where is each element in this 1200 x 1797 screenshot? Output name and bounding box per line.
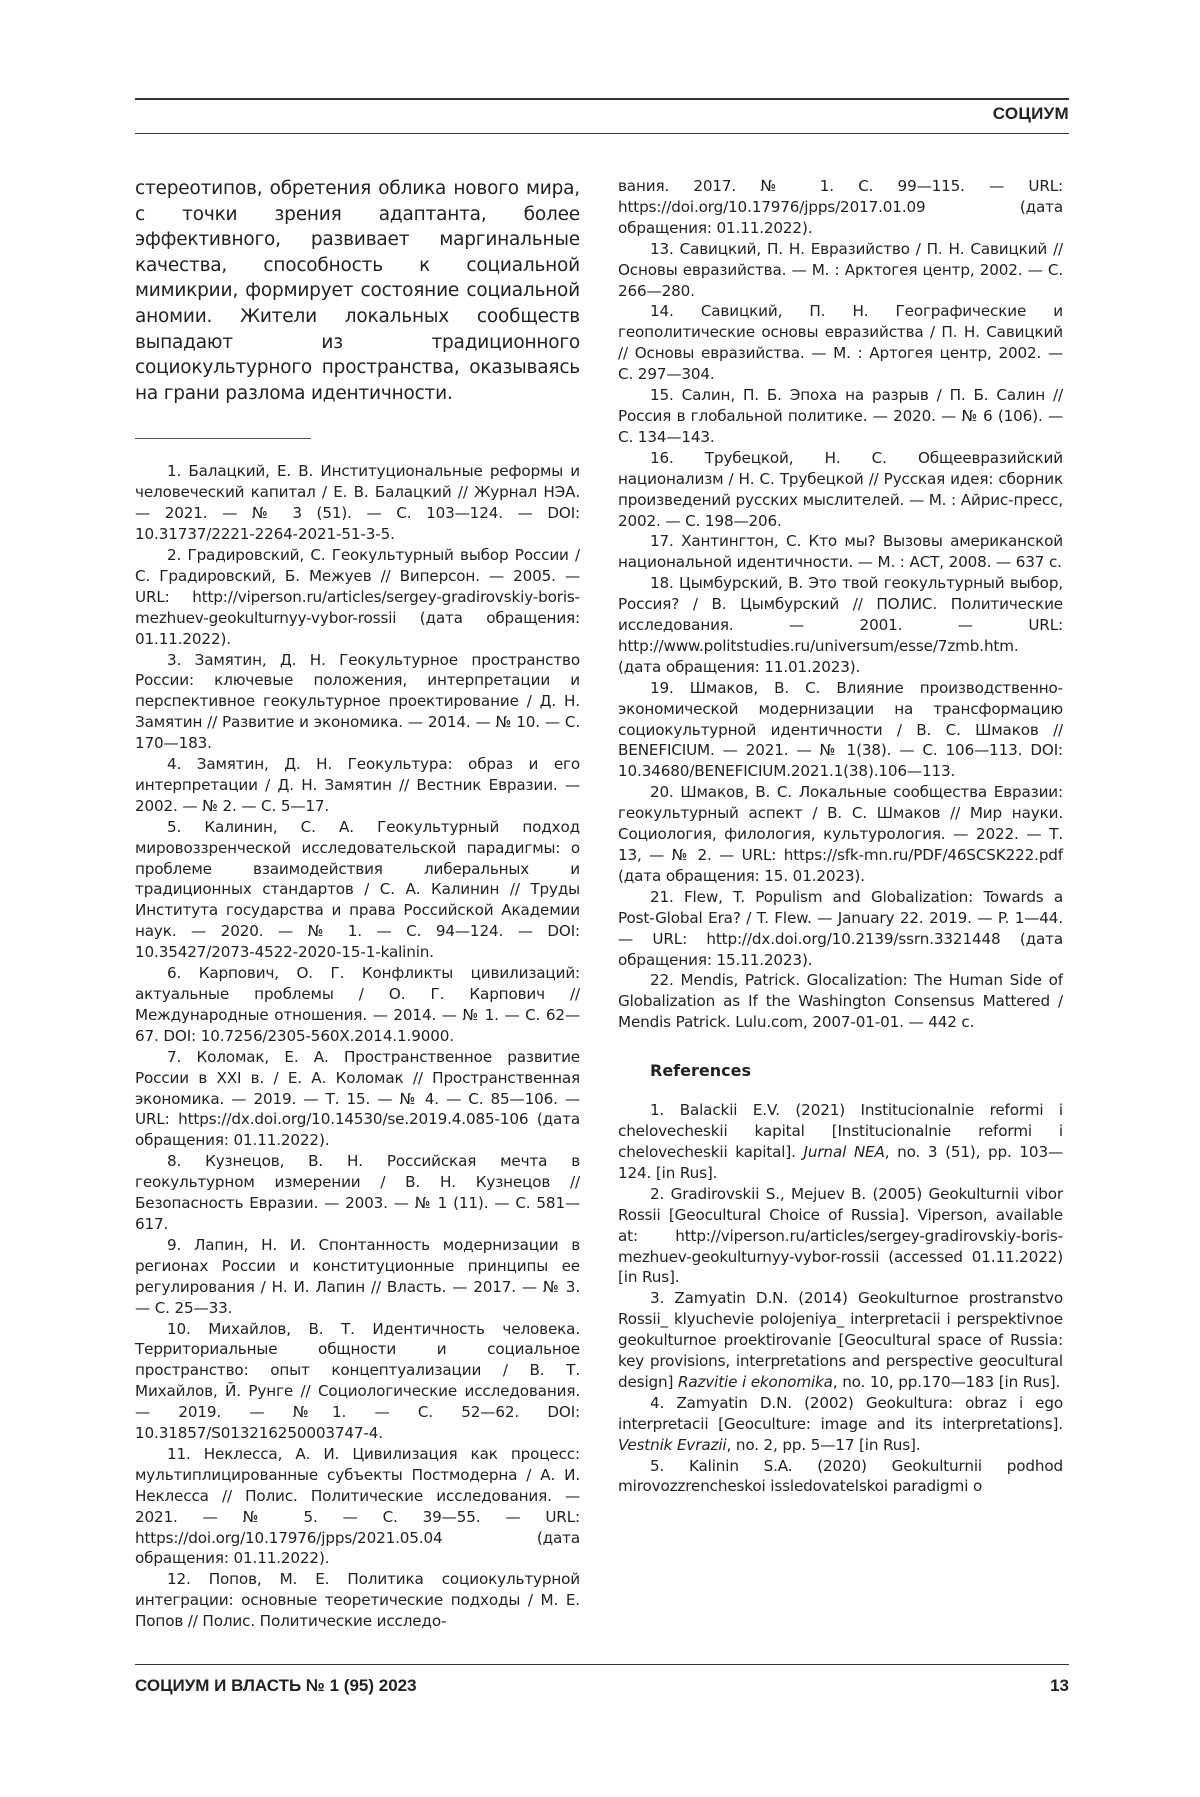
reference-item: 6. Карпович, О. Г. Конфликты цивилизаций: актуальные проблемы / О. Г. Карпович // Международные отношения. — 2014. — № 1. — С. 62—67. DOI: 10.7256/2305-560X.2014.1.9000. — [135, 963, 580, 1047]
reference-item: 18. Цымбурский, В. Это твой геокультурный выбор, Россия? / В. Цымбурский // ПОЛИС. Политические исследования. — 2001. — URL: http://www.politstudies.ru/universum/esse/7zmb.htm. (дата обращения: 11.01.2023). — [618, 573, 1063, 678]
header-rule-bottom — [135, 133, 1069, 134]
reference-item: 20. Шмаков, В. С. Локальные сообщества Евразии: геокультурный аспект / В. С. Шмаков // Мир науки. Социология, филология, культурология. — 2022. — Т. 13, — № 2. — URL: https://sfk-mn.ru/PDF/46SCSK222.pdf (дата обращения: 15. 01.2023). — [618, 782, 1063, 887]
reference-item: 17. Хантингтон, С. Кто мы? Вызовы американской национальной идентичности. — М. : АСТ, 2008. — 637 с. — [618, 531, 1063, 573]
reference-item: 1. Балацкий, Е. В. Институциональные реформы и человеческий капитал / Е. В. Балацкий // Журнал НЭА. — 2021. — № 3 (51). — С. 103—124. — DOI: 10.31737/2221-2264-2021-51-3-5. — [135, 461, 580, 545]
reference-item: 16. Трубецкой, Н. С. Общеевразийский национализм / Н. С. Трубецкой // Русская идея: сборник произведений русских мыслителей. — М. : Айрис-пресс, 2002. — С. 198—206. — [618, 448, 1063, 532]
reference-item: 8. Кузнецов, В. Н. Российская мечта в геокультурном измерении / В. Н. Кузнецов // Безопасность Евразии. — 2003. — № 1 (11). — С. 581—617. — [135, 1151, 580, 1235]
reference-item: 7. Коломак, Е. А. Пространственное развитие России в XXI в. / Е. А. Коломак // Пространственная экономика. — 2019. — Т. 15. — № 4. — С. 85—106. — URL: https://dx.doi.org/10.14530/se.2019.4.085-106 (дата обращения: 01.11.2022). — [135, 1047, 580, 1152]
page-number: 13 — [1050, 1676, 1069, 1696]
body-paragraph: стереотипов, обретения облика нового мира, с точки зрения адаптанта, более эффективного, развивает маргинальные качества, способность к социальной мимикрии, формирует состояние социальной аномии. Жители локальных сообществ выпадают из традиционного социокультурного пространства, оказываясь на грани разлома идентичности. — [135, 176, 580, 406]
reference-item: 12. Попов, М. Е. Политика социокультурной интеграции: основные теоретические подходы / М. Е. Попов // Полис. Политические исследо- — [135, 1569, 580, 1632]
reference-en-item: 3. Zamyatin D.N. (2014) Geokulturnoe prostranstvo Rossii_ klyuchevie polojeniya_ interpretacii i perspektivnoe geokulturnoe proektirovanie [Geocultural space of Russia: key provisions, interpretations and perspective geocultural design] Razvitie i ekonomika, no. 10, pp.170—183 [in Rus]. — [618, 1288, 1063, 1393]
left-column — [135, 176, 580, 1632]
journal-footer: СОЦИУМ И ВЛАСТЬ № 1 (95) 2023 — [135, 1676, 417, 1696]
reference-item: 15. Салин, П. Б. Эпоха на разрыв / П. Б. Салин // Россия в глобальной политике. — 2020. — № 6 (106). — С. 134—143. — [618, 385, 1063, 448]
right-column — [618, 176, 1063, 1497]
reference-item: 22. Mendis, Patrick. Glocalization: The Human Side of Globalization as If the Washington Consensus Mattered / Mendis Patrick. Lulu.com, 2007-01-01. — 442 с. — [618, 970, 1063, 1033]
reference-item: 21. Flew, T. Populism and Globalization: Towards a Post-Global Era? / T. Flew. — January 22. 2019. — P. 1—44. — URL: http://dx.doi.org/10.2139/ssrn.3321448 (дата обращения: 15.11.2023). — [618, 887, 1063, 971]
footer-rule — [135, 1664, 1069, 1665]
header-rule-top — [135, 98, 1069, 100]
reference-item: 14. Савицкий, П. Н. Географические и геополитические основы евразийства / П. Н. Савицкий // Основы евразийства. — М. : Артогея центр, 2002. — С. 297—304. — [618, 301, 1063, 385]
references-list-left — [135, 461, 580, 1632]
reference-en-item: 1. Balackii E.V. (2021) Institucionalnie reformi i chelovecheskii kapital [Institucionalnie reformi i chelovecheskii kapital]. Jurnal NEA, no. 3 (51), pp. 103—124. [in Rus]. — [618, 1100, 1063, 1184]
reference-item: 10. Михайлов, В. Т. Идентичность человека. Территориальные общности и социальное пространство: опыт концептуализации / В. Т. Михайлов, Й. Рунге // Социологические исследования. — 2019. — №1. — С. 52—62. DOI: 10.31857/S013216250003747-4. — [135, 1319, 580, 1444]
reference-item: 13. Савицкий, П. Н. Евразийство / П. Н. Савицкий // Основы евразийства. — М. : Арктогея центр, 2002. — С. 266—280. — [618, 239, 1063, 302]
reference-item: 3. Замятин, Д. Н. Геокультурное пространство России: ключевые положения, интерпретации и перспективное геокультурное проектирование / Д. Н. Замятин // Развитие и экономика. — 2014. — № 10. — С. 170—183. — [135, 650, 580, 755]
reference-en-item: 4. Zamyatin D.N. (2002) Geokultura: obraz i ego interpretacii [Geoculture: image and its interpretations]. Vestnik Evrazii, no. 2, pp. 5—17 [in Rus]. — [618, 1393, 1063, 1456]
footnote-divider — [135, 438, 311, 439]
reference-item: 9. Лапин, Н. И. Спонтанность модернизации в регионах России и конституционные принципы ее регулирования / Н. И. Лапин // Власть. — 2017. — № 3. — С. 25—33. — [135, 1235, 580, 1319]
reference-item: 4. Замятин, Д. Н. Геокультура: образ и его интерпретации / Д. Н. Замятин // Вестник Евразии. — 2002. — № 2. — С. 5—17. — [135, 754, 580, 817]
reference-item: 5. Калинин, С. А. Геокультурный подход мировоззренческой исследовательской парадигмы: о проблеме взаимодействия либеральных и традиционных стандартов / С. А. Калинин // Труды Института государства и права Российской Академии наук. — 2020. — № 1. — С. 94—124. — DOI: 10.35427/2073-4522-2020-15-1-kalinin. — [135, 817, 580, 963]
reference-item: 19. Шмаков, В. С. Влияние производственно-экономической модернизации на трансформацию социокультурной идентичности / В. С. Шмаков // BENEFICIUM. — 2021. — № 1(38). — С. 106—113. DOI: 10.34680/BENEFICIUM.2021.1(38).106—113. — [618, 678, 1063, 783]
reference-en-item: 5. Kalinin S.A. (2020) Geokulturnii podhod mirovozzrencheskoi issledovatelskoi paradigmi o — [618, 1456, 1063, 1498]
reference-continuation: вания. 2017. № 1. С. 99—115. — URL: https://doi.org/10.17976/jpps/2017.01.09 (дата обращения: 01.11.2022). — [618, 176, 1063, 239]
references-list-en — [618, 1100, 1063, 1497]
reference-en-item: 2. Gradirovskii S., Mejuev B. (2005) Geokulturnii vibor Rossii [Geocultural Choice of Russia]. Viperson, available at: http://viperson.ru/articles/sergey-gradirovskiy-boris-mezhuev-geokulturnyy-vybor-rossii (accessed 01.11.2022) [in Rus]. — [618, 1184, 1063, 1289]
running-header: СОЦИУМ — [993, 104, 1069, 124]
references-heading: References — [650, 1061, 1063, 1080]
references-list-right — [618, 176, 1063, 1033]
reference-item: 11. Неклесса, А. И. Цивилизация как процесс: мультиплицированные субъекты Постмодерна / А. И. Неклесса // Полис. Политические исследования. — 2021. — № 5. — С. 39—55. — URL: https://doi.org/10.17976/jpps/2021.05.04 (дата обращения: 01.11.2022). — [135, 1444, 580, 1569]
reference-item: 2. Градировский, С. Геокультурный выбор России / С. Градировский, Б. Межуев // Виперсон. — 2005. — URL: http://viperson.ru/articles/sergey-gradirovskiy-boris-mezhuev-geokulturnyy-vybor-rossii (дата обращения: 01.11.2022). — [135, 545, 580, 650]
